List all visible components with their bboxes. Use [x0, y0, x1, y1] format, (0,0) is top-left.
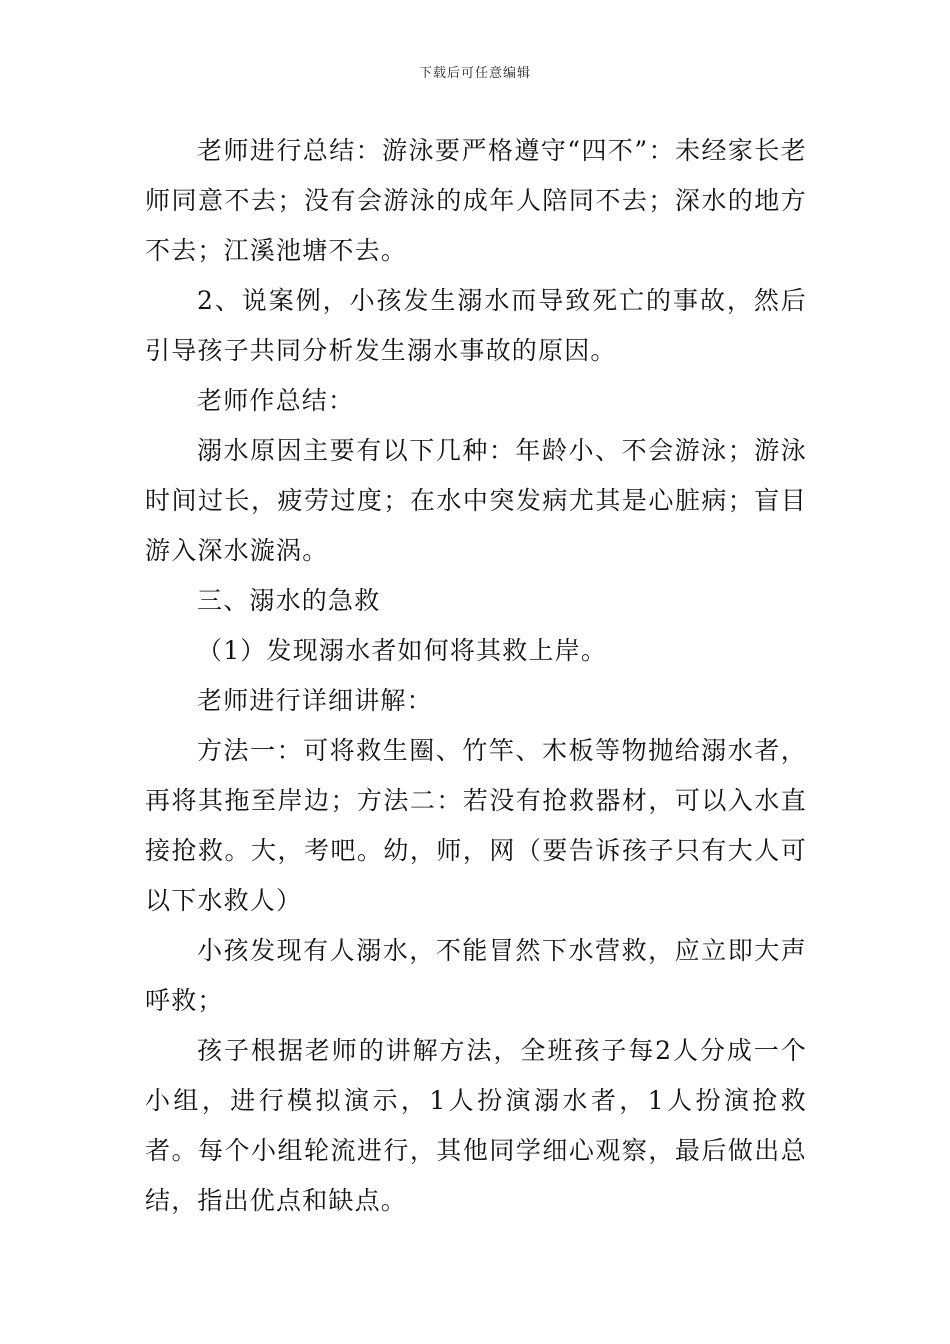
paragraph-drowning-causes: 溺水原因主要有以下几种：年龄小、不会游泳；游泳时间过长，疲劳过度；在水中突发病尤其是心脏病；盲目游入深水漩涡。	[145, 436, 807, 565]
paragraph-rescue-methods: 方法一：可将救生圈、竹竿、木板等物抛给溺水者，再将其拖至岸边；方法二：若没有抢救器材，可以入水直接抢救。大，考吧。幼，师，网（要告诉孩子只有大人可以下水救人）	[145, 736, 807, 915]
paragraph-group-practice: 孩子根据老师的讲解方法，全班孩子每2人分成一个小组，进行模拟演示，1人扮演溺水者，1人扮演抢救者。每个小组轮流进行，其他同学细心观察，最后做出总结，指出优点和缺点。	[145, 1036, 807, 1215]
paragraph-summary-four-nots: 老师进行总结：游泳要严格遵守“四不”：未经家长老师同意不去；没有会游泳的成年人陪同不去；深水的地方不去；江溪池塘不去。	[145, 136, 807, 265]
paragraph-rescue-question: （1）发现溺水者如何将其救上岸。	[197, 636, 608, 665]
paragraph-teacher-summary-label: 老师作总结：	[197, 386, 355, 415]
paragraph-teacher-explains: 老师进行详细讲解：	[197, 686, 433, 715]
paragraph-call-for-help: 小孩发现有人溺水，不能冒然下水营救，应立即大声呼救；	[145, 936, 807, 1015]
paragraph-case-study: 2、说案例，小孩发生溺水而导致死亡的事故，然后引导孩子共同分析发生溺水事故的原因。	[145, 286, 807, 365]
page-header: 下载后可任意编辑	[418, 66, 531, 81]
section-heading-first-aid: 三、溺水的急救	[197, 586, 381, 615]
document-body	[145, 126, 807, 1226]
